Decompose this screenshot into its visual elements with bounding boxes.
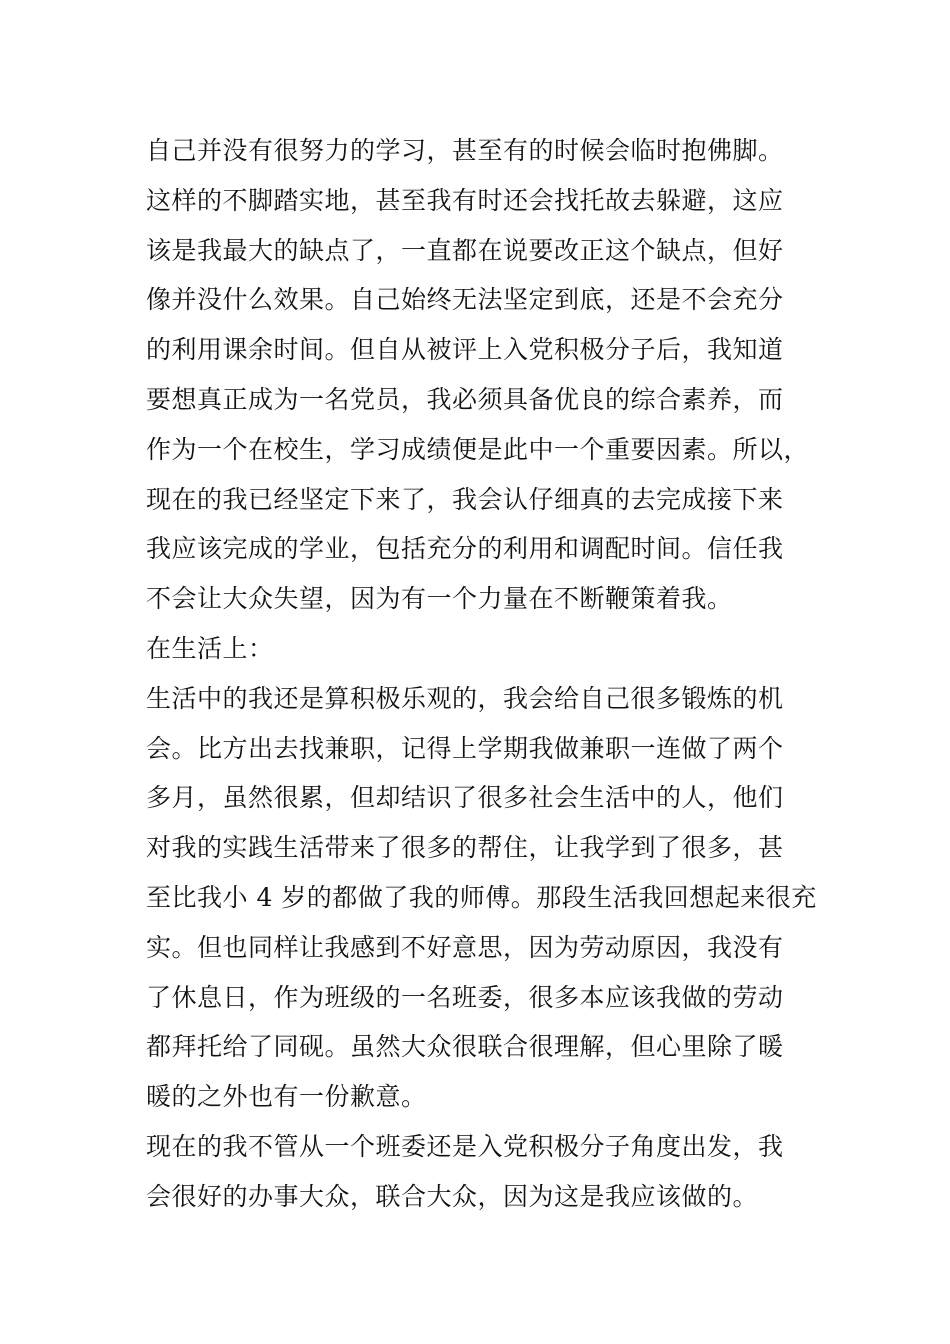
- text-line: 作为一个在校生，学习成绩便是此中一个重要因素。所以，: [146, 434, 810, 464]
- text-line: 暖的之外也有一份歉意。: [146, 1082, 427, 1112]
- text-line: 现在的我不管从一个班委还是入党积极分子角度出发，我: [146, 1131, 784, 1161]
- text-line: 都拜托给了同砚。虽然大众很联合很理解，但心里除了暖: [146, 1032, 784, 1062]
- text-line: 会很好的办事大众，联合大众，因为这是我应该做的。: [146, 1181, 759, 1211]
- text-line: 要想真正成为一名党员，我必须具备优良的综合素养，而: [146, 384, 784, 414]
- section-heading: 在生活上：: [146, 633, 274, 663]
- text-line: 对我的实践生活带来了很多的帮住，让我学到了很多，甚: [146, 833, 784, 863]
- text-line: 生活中的我还是算积极乐观的，我会给自己很多锻炼的机: [146, 683, 784, 713]
- text-line: 自己并没有很努力的学习，甚至有的时候会临时抱佛脚。: [146, 136, 784, 165]
- text-line: 不会让大众失望，因为有一个力量在不断鞭策着我。: [146, 584, 733, 614]
- text-line: 了休息日，作为班级的一名班委，很多本应该我做的劳动: [146, 982, 784, 1012]
- text-line: 现在的我已经坚定下来了，我会认仔细真的去完成接下来: [146, 484, 784, 514]
- body-text: [146, 126, 826, 1222]
- text-line: 会。比方出去找兼职，记得上学期我做兼职一连做了两个: [146, 733, 784, 763]
- text-line: 该是我最大的缺点了，一直都在说要改正这个缺点，但好: [146, 235, 784, 265]
- text-line: 像并没什么效果。自己始终无法坚定到底，还是不会充分: [146, 285, 784, 315]
- text-line: 实。但也同样让我感到不好意思，因为劳动原因，我没有: [146, 932, 784, 962]
- text-line: 多月，虽然很累，但却结识了很多社会生活中的人，他们: [146, 783, 784, 813]
- text-line: 至比我小 4 岁的都做了我的师傅。那段生活我回想起来很充: [146, 882, 817, 912]
- text-line: 的利用课余时间。但自从被评上入党积极分子后，我知道: [146, 335, 784, 365]
- text-line: 我应该完成的学业，包括充分的利用和调配时间。信任我: [146, 534, 784, 564]
- text-line: 这样的不脚踏实地，甚至我有时还会找托故去躲避，这应: [146, 185, 784, 215]
